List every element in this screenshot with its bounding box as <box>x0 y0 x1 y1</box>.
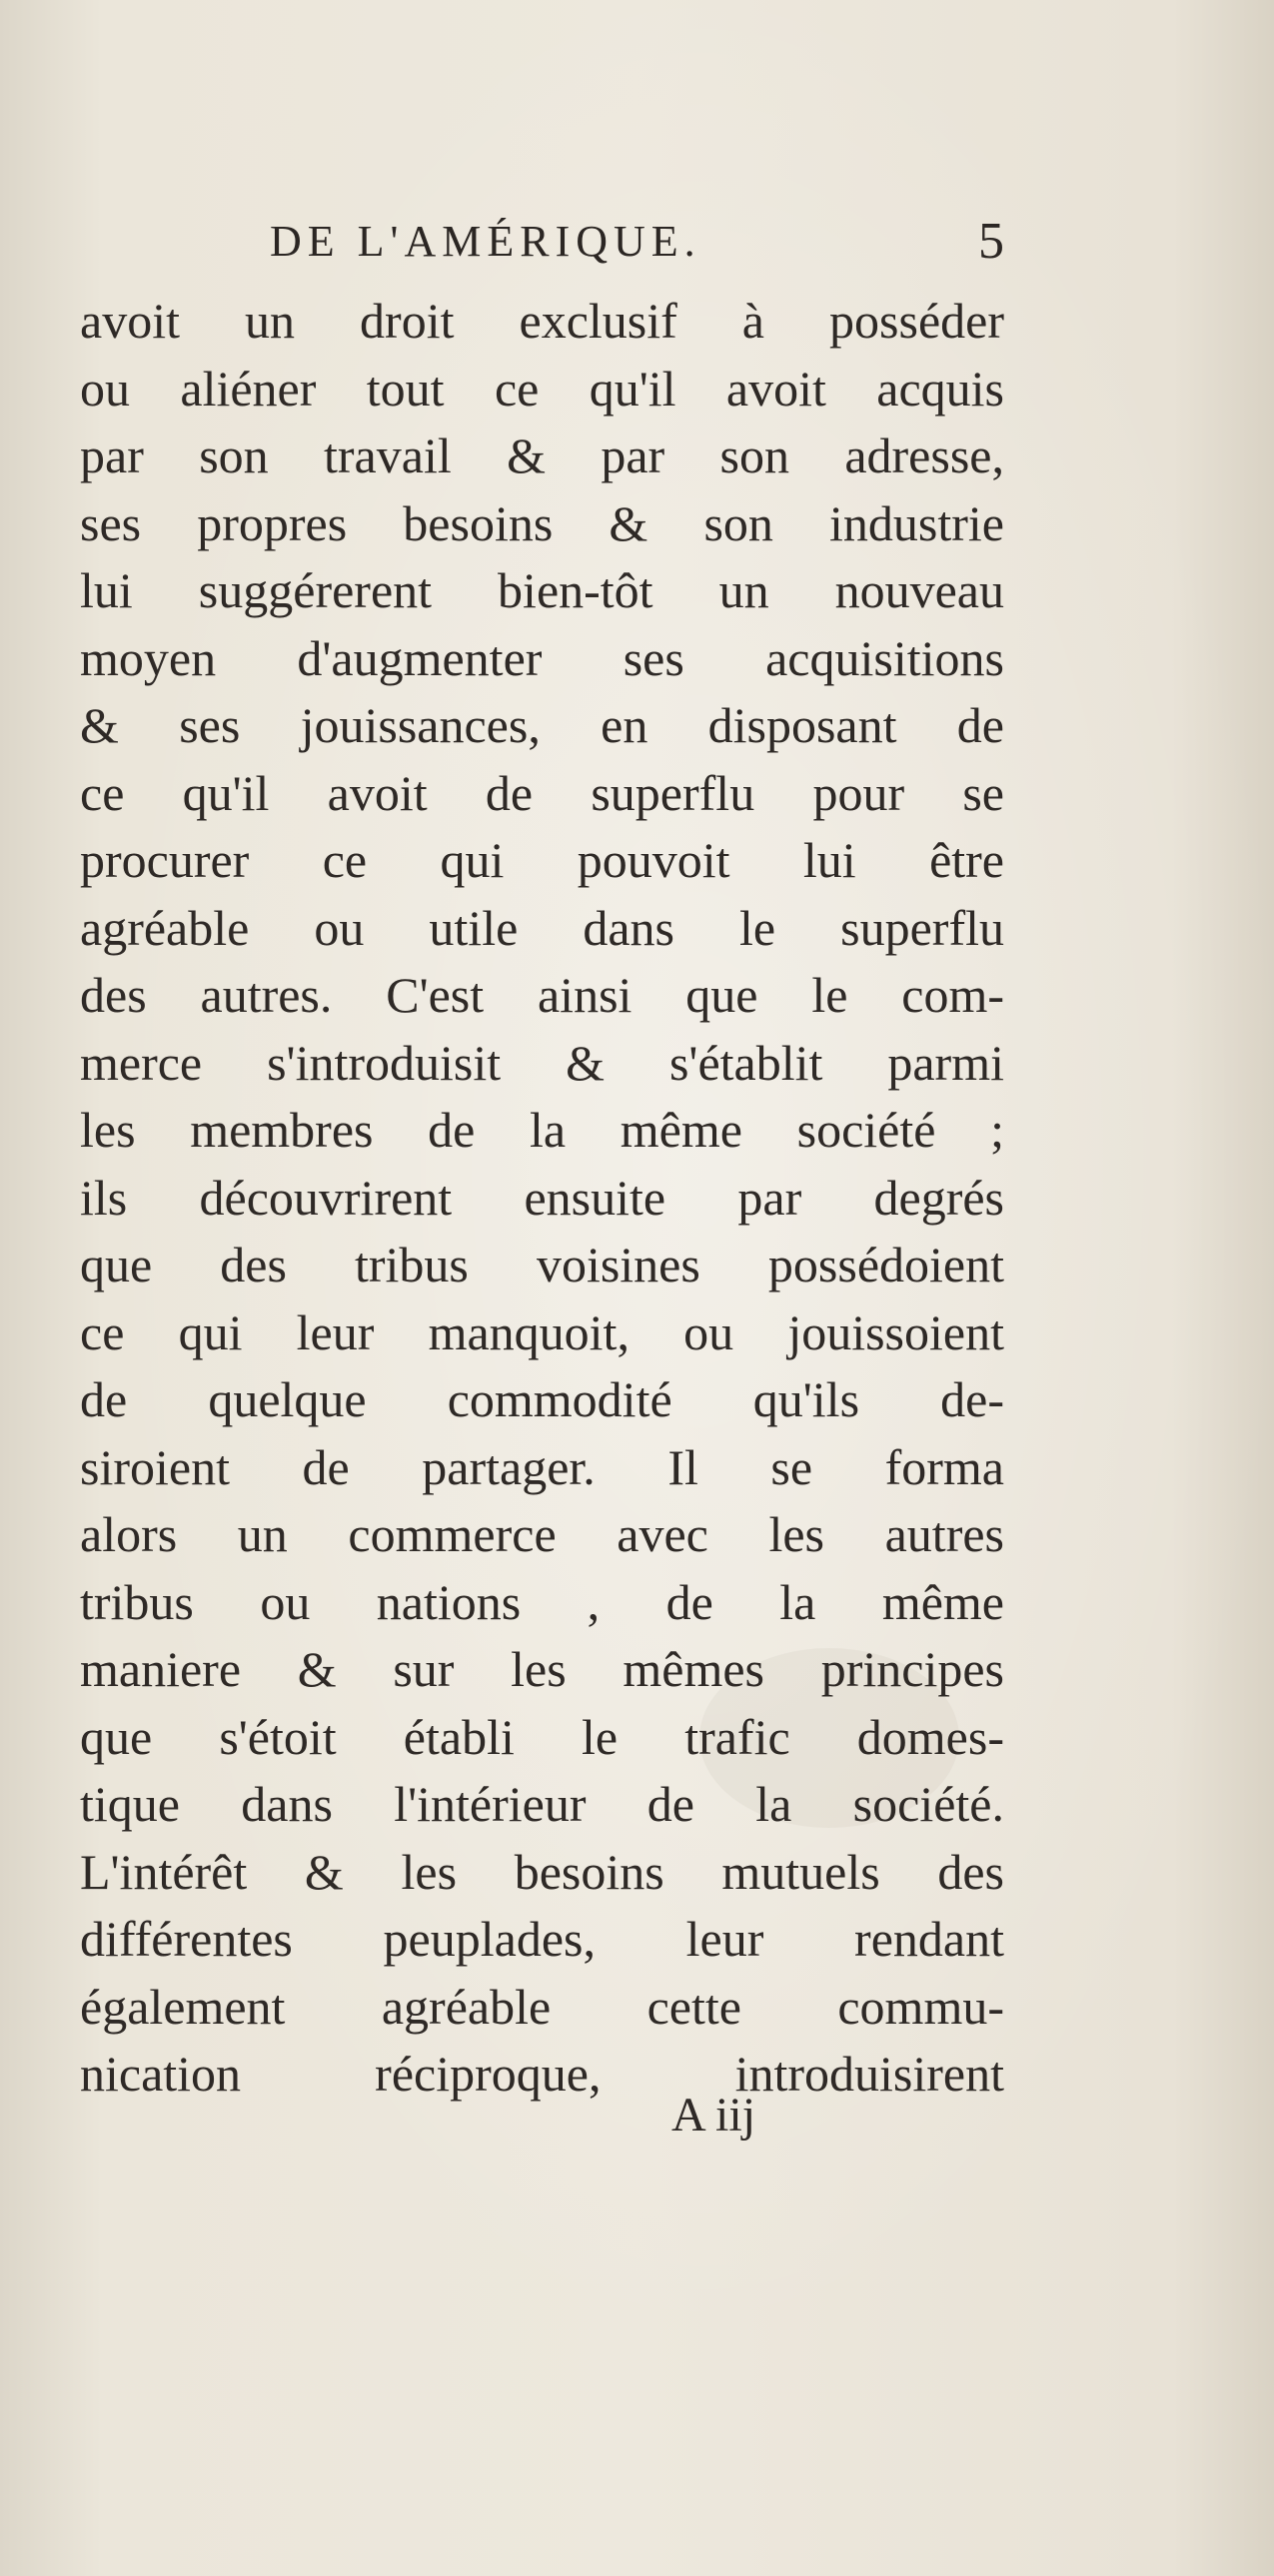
text-line: procurer ce qui pouvoit lui être <box>80 832 1004 888</box>
text-line: ses propres besoins & son industrie <box>80 494 1004 551</box>
text-line: ce qui leur manquoit, ou jouissoient <box>80 1303 1004 1360</box>
text-line: ils découvrirent ensuite par degrés <box>80 1169 1004 1226</box>
text-line: & ses jouissances, en disposant de <box>80 697 1004 753</box>
text-line: des autres. C'est ainsi que le com- <box>80 967 1004 1023</box>
text-line: les membres de la même société ; <box>80 1102 1004 1158</box>
text-line: alors un commerce avec les autres <box>80 1506 1004 1562</box>
running-head <box>80 212 1004 272</box>
text-line: agréable ou utile dans le superflu <box>80 899 1004 956</box>
text-line: maniere & sur les mêmes principes <box>80 1641 1004 1697</box>
text-line: lui suggérerent bien-tôt un nouveau <box>80 562 1004 618</box>
text-line: différentes peuplades, leur rendant <box>80 1911 1004 1967</box>
body-text <box>80 288 1004 2109</box>
text-line: ou aliéner tout ce qu'il avoit acquis <box>80 360 1004 417</box>
text-line: avoit un droit exclusif à posséder <box>80 293 1004 349</box>
text-line: par son travail & par son adresse, <box>80 428 1004 483</box>
text-line: nication réciproque, introduisirent <box>80 2046 1004 2102</box>
text-line: tribus ou nations , de la même <box>80 1573 1004 1630</box>
signature-mark: A iij <box>671 2089 756 2142</box>
text-line: que s'étoit établi le trafic domes- <box>80 1708 1004 1765</box>
text-line: siroient de partager. Il se forma <box>80 1438 1004 1495</box>
text-line: merce s'introduisit & s'établit parmi <box>80 1034 1004 1091</box>
text-line: également agréable cette commu- <box>80 1978 1004 2035</box>
page-number: 5 <box>978 213 1004 270</box>
running-title: DE L'AMÉRIQUE. <box>270 217 701 266</box>
text-line: ce qu'il avoit de superflu pour se <box>80 764 1004 821</box>
text-line: moyen d'augmenter ses acquisitions <box>80 629 1004 686</box>
text-line: que des tribus voisines possédoient <box>80 1237 1004 1292</box>
text-line: tique dans l'intérieur de la société. <box>80 1776 1004 1832</box>
text-line: L'intérêt & les besoins mutuels des <box>80 1843 1004 1900</box>
text-line: de quelque commodité qu'ils de- <box>80 1371 1004 1427</box>
